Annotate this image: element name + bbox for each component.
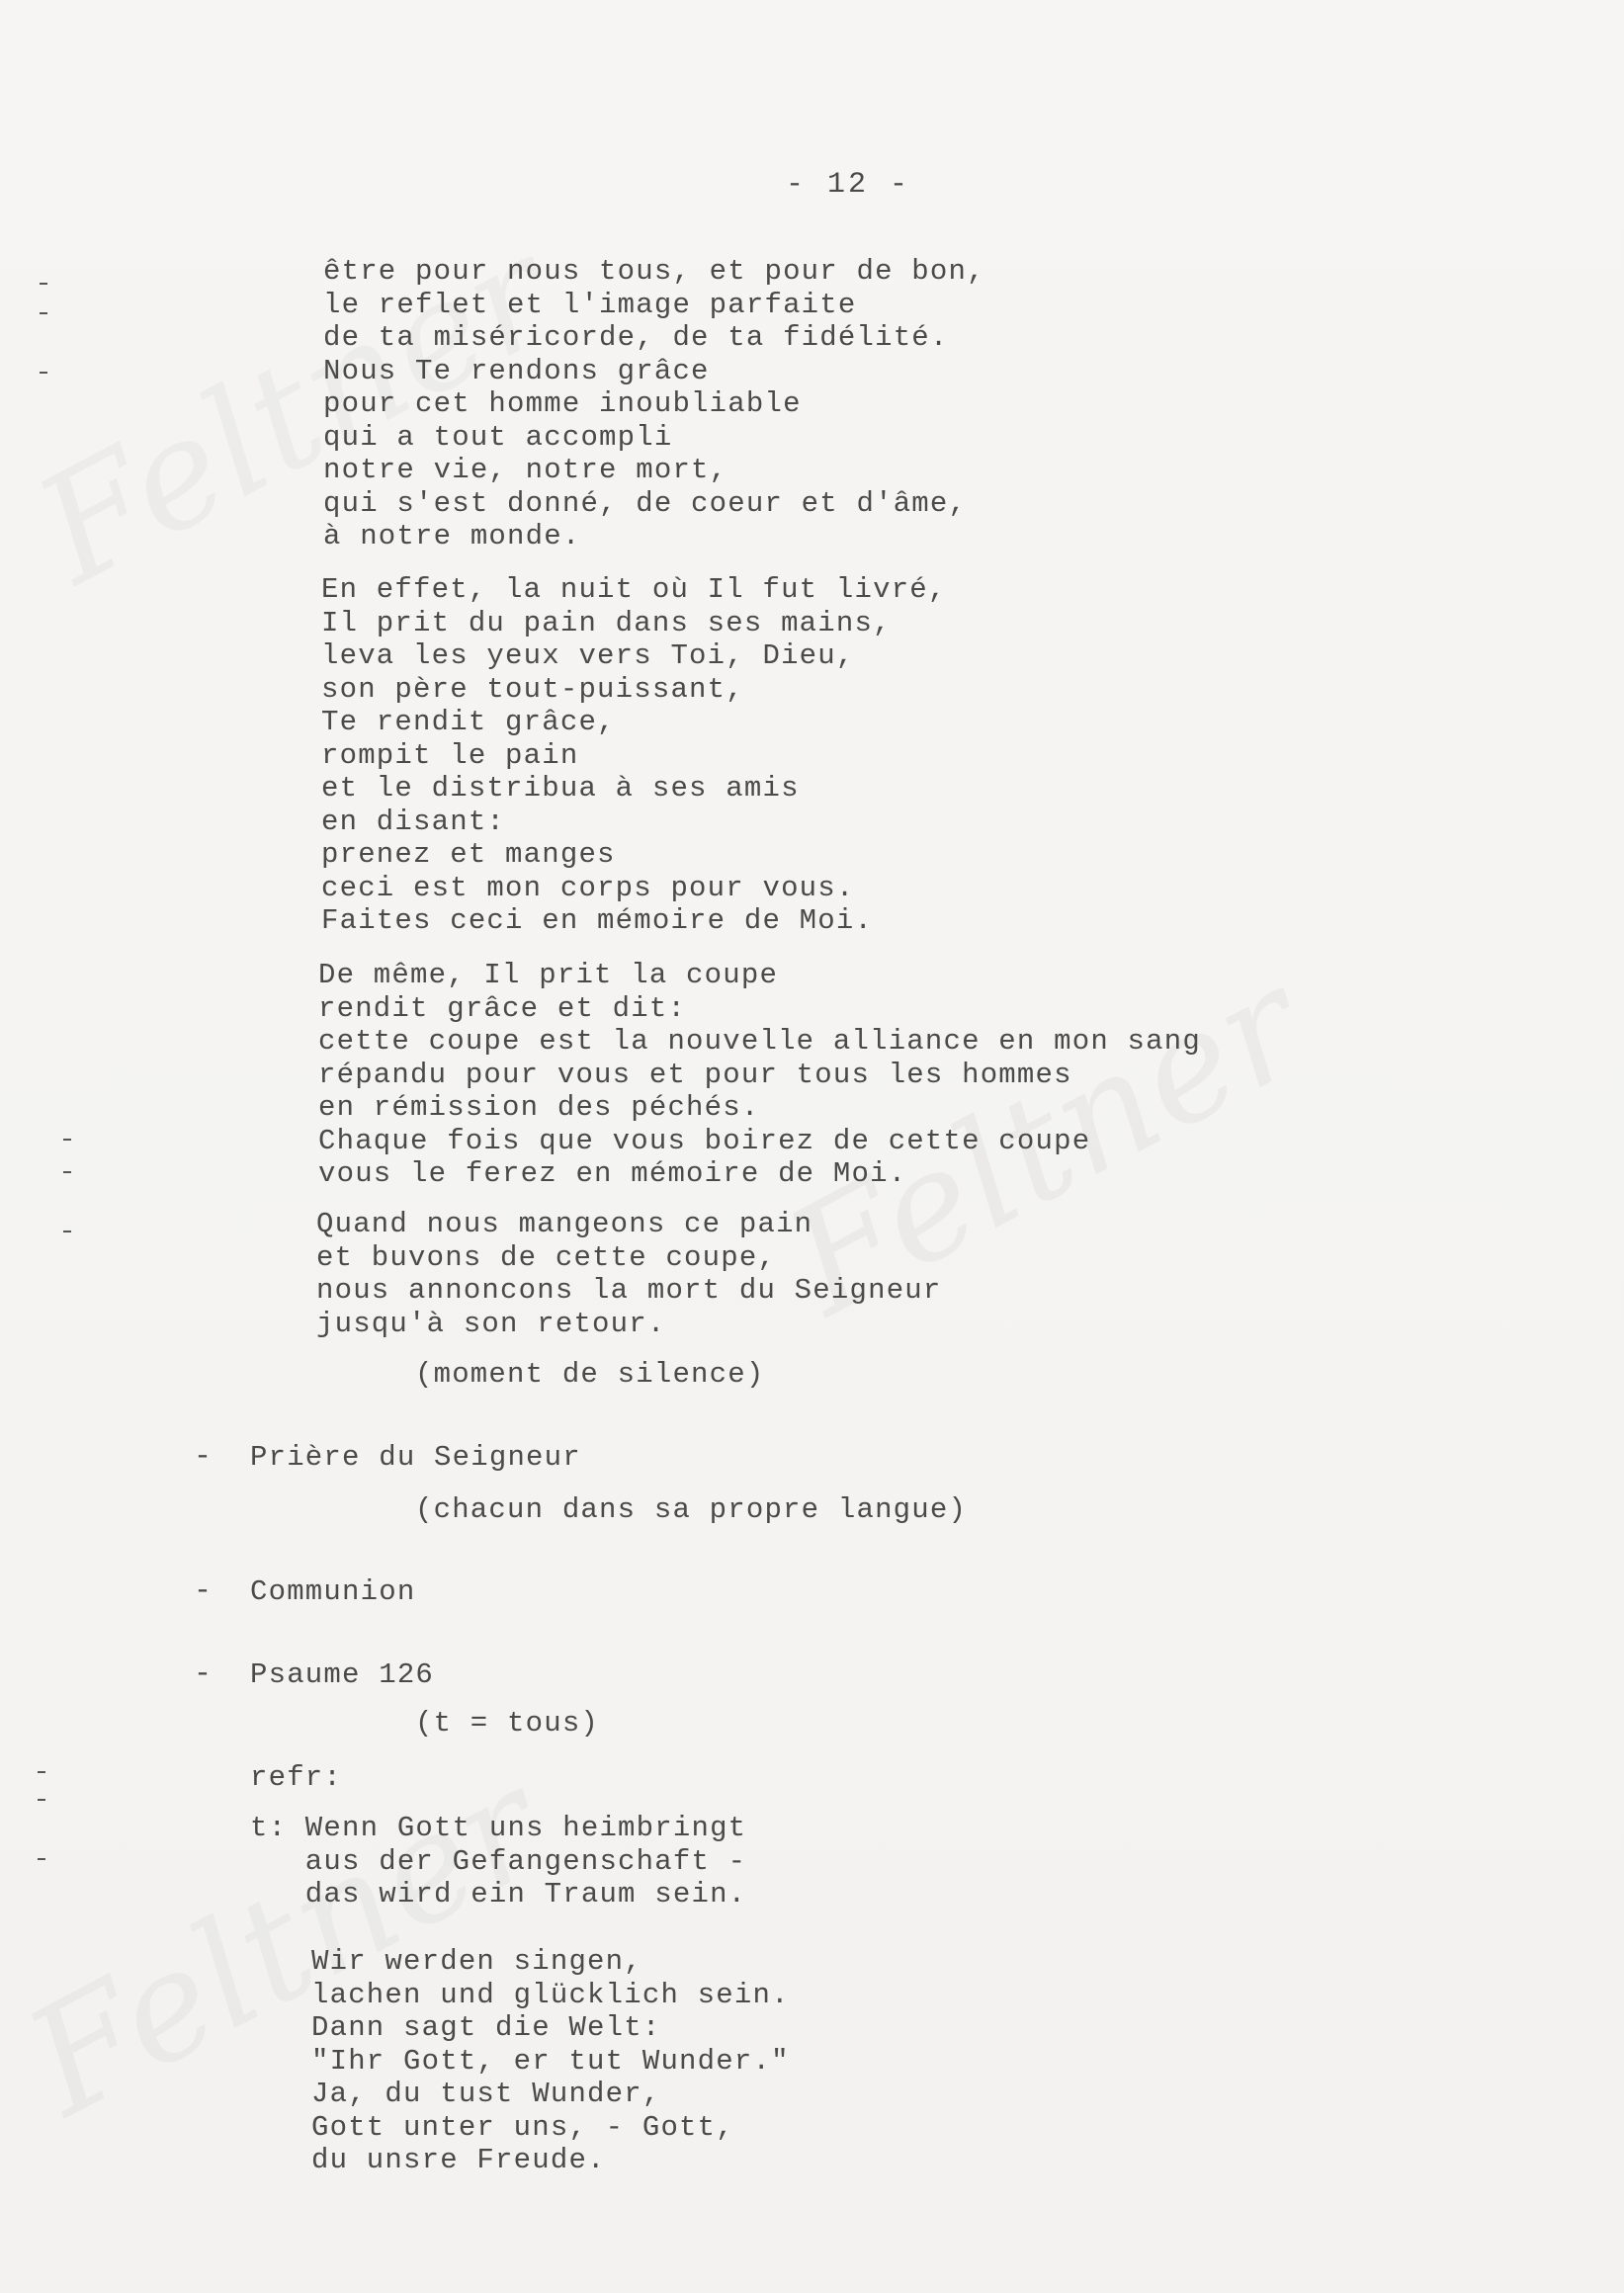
text-line: lachen und glücklich sein. — [311, 1978, 790, 2011]
section-title-priere — [250, 1441, 581, 1475]
section-title-text: Communion — [250, 1575, 416, 1608]
text-line: Il prit du pain dans ses mains, — [321, 606, 892, 639]
text-line: notre vie, notre mort, — [323, 454, 728, 486]
margin-mark — [40, 283, 47, 285]
stanza-4 — [316, 1208, 942, 1340]
text-line: son père tout-puissant, — [321, 672, 744, 706]
silence-note-text: (moment de silence) — [415, 1358, 765, 1391]
section-note-psaume — [415, 1707, 599, 1741]
text-line: Gott unter uns, - Gott, — [311, 2110, 734, 2144]
refrain-label — [250, 1761, 342, 1795]
text-line: Dann sagt die Welt: — [311, 2011, 661, 2044]
text-line: Nous Te rendons grâce — [323, 354, 710, 387]
text-line: Ja, du tust Wunder, — [311, 2078, 661, 2110]
section-title-psaume — [250, 1658, 434, 1692]
bullet-dash: - — [194, 1574, 214, 1608]
section-title-communion — [250, 1575, 415, 1609]
text-line: qui s'est donné, de coeur et d'âme, — [323, 486, 968, 520]
text-line: Faites ceci en mémoire de Moi. — [321, 904, 874, 937]
text-line: aus der Gefangenschaft - — [250, 1844, 747, 1878]
text-line: qui a tout accompli — [323, 420, 673, 454]
text-line: prenez et manges — [321, 838, 616, 871]
text-line: en disant: — [321, 805, 506, 838]
margin-mark — [38, 1771, 45, 1773]
text-line: rompit le pain — [321, 738, 579, 772]
text-line: das wird ein Traum sein. — [250, 1878, 747, 1911]
text-line: pour cet homme inoubliable — [323, 387, 802, 420]
text-line: Wir werden singen, — [311, 1945, 642, 1978]
section-note-priere — [415, 1493, 967, 1527]
text-line: nous annoncons la mort du Seigneur — [316, 1274, 942, 1307]
text-line: Te rendit grâce, — [321, 706, 616, 738]
margin-mark — [40, 312, 47, 314]
text-line: t: Wenn Gott uns heimbringt — [250, 1812, 747, 1844]
text-line: rendit grâce et dit: — [318, 991, 687, 1025]
bullet-dash: - — [194, 1657, 214, 1691]
text-line: Quand nous mangeons ce pain — [316, 1208, 813, 1240]
section-note-text: (chacun dans sa propre langue) — [415, 1493, 968, 1526]
text-line: cette coupe est la nouvelle alliance en mon sang — [318, 1025, 1201, 1058]
text-line: ceci est mon corps pour vous. — [321, 871, 855, 904]
margin-mark — [40, 372, 47, 374]
verse-lines — [311, 1945, 790, 2177]
text-line: De même, Il prit la coupe — [318, 959, 779, 991]
text-line: leva les yeux vers Toi, Dieu, — [321, 639, 855, 672]
text-line: et buvons de cette coupe, — [316, 1240, 777, 1274]
text-line: le reflet et l'image parfaite — [323, 288, 857, 321]
text-line: "Ihr Gott, er tut Wunder." — [311, 2044, 790, 2078]
text-line: et le distribua à ses amis — [321, 772, 800, 805]
stanza-2 — [321, 573, 947, 938]
text-line: jusqu'à son retour. — [316, 1307, 666, 1340]
text-line: à notre monde. — [323, 520, 581, 552]
text-line: répandu pour vous et pour tous les hommes — [318, 1058, 1072, 1091]
refrain-lines — [250, 1812, 746, 1911]
text-line: Chaque fois que vous boirez de cette coupe — [318, 1124, 1091, 1157]
margin-mark — [38, 1799, 45, 1801]
section-note-text: (t = tous) — [415, 1707, 600, 1740]
margin-mark — [38, 1858, 45, 1860]
silence-note — [415, 1358, 764, 1392]
refrain-label-text: refr: — [250, 1761, 343, 1794]
bullet-dash: - — [194, 1440, 214, 1474]
margin-mark — [63, 1231, 71, 1232]
text-line: en rémission des péchés. — [318, 1091, 760, 1124]
page-number: - 12 - — [786, 168, 911, 202]
text-line: En effet, la nuit où Il fut livré, — [321, 573, 947, 606]
text-line: de ta miséricorde, de ta fidélité. — [323, 321, 949, 354]
margin-mark — [63, 1139, 71, 1141]
margin-mark — [63, 1171, 71, 1173]
stanza-1 — [323, 255, 985, 553]
stanza-3 — [318, 959, 1201, 1191]
text-line: du unsre Freude. — [311, 2144, 606, 2176]
text-line: vous le ferez en mémoire de Moi. — [318, 1157, 907, 1190]
section-title-text: Prière du Seigneur — [250, 1441, 581, 1474]
section-title-text: Psaume 126 — [250, 1658, 435, 1691]
text-line: être pour nous tous, et pour de bon, — [323, 255, 985, 288]
